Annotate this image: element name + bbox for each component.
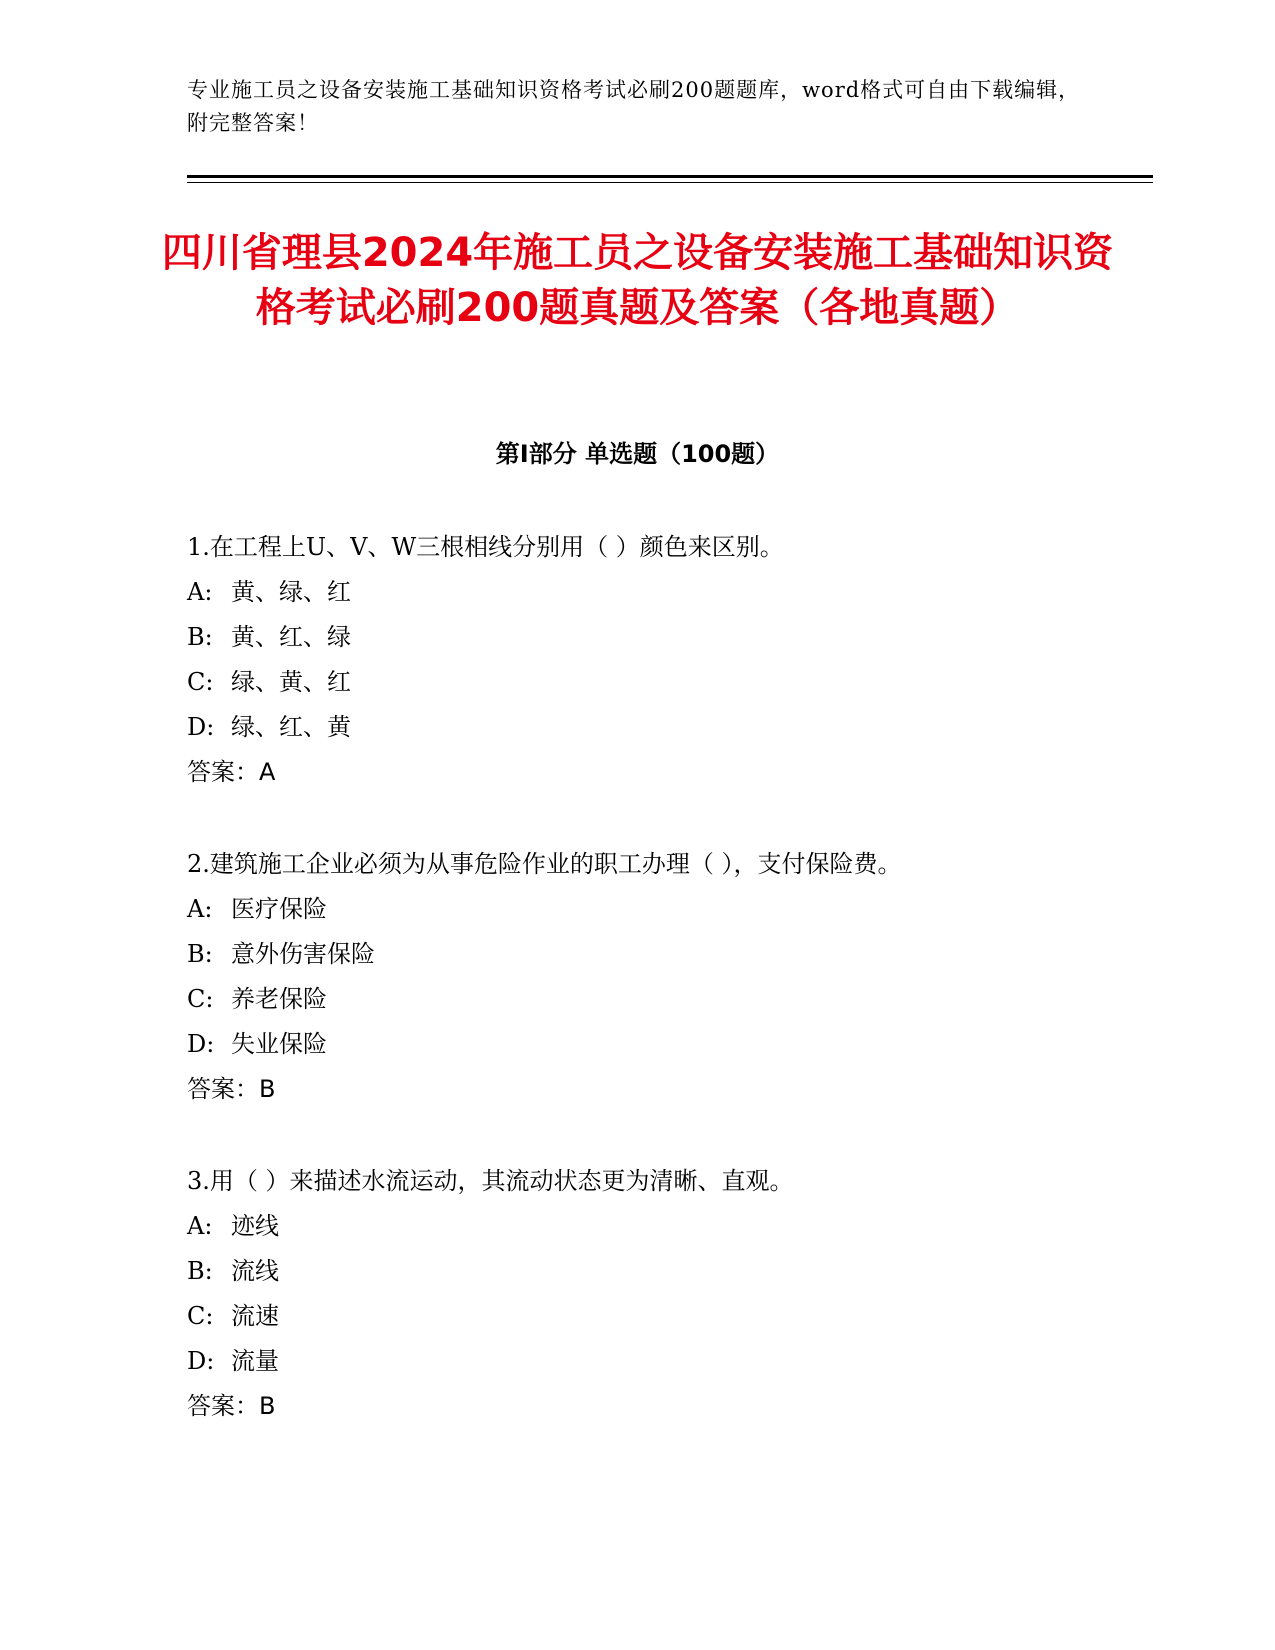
- option-letter: B:: [187, 940, 213, 968]
- option-letter: A:: [187, 578, 213, 606]
- option-c: [187, 977, 1153, 1022]
- option-text: 流量: [231, 1347, 279, 1375]
- header-note: 专业施工员之设备安装施工基础知识资格考试必刷200题题库，word格式可自由下载编辑，附完整答案！: [187, 78, 1081, 135]
- answer-line: 答案：B: [187, 1075, 276, 1103]
- option-d: [187, 1339, 1153, 1384]
- question-stem: 1.在工程上U、V、W三根相线分别用（ ）颜色来区别。: [187, 533, 784, 561]
- question-item: [187, 525, 1153, 795]
- header-rule-thick: [187, 175, 1153, 178]
- option-text: 流速: [231, 1302, 279, 1330]
- option-letter: B:: [187, 623, 213, 651]
- option-letter: A:: [187, 895, 213, 923]
- option-letter: D:: [187, 1347, 215, 1375]
- option-letter: A:: [187, 1212, 213, 1240]
- option-text: 失业保险: [231, 1030, 327, 1058]
- option-c: [187, 660, 1153, 705]
- option-letter: D:: [187, 1030, 215, 1058]
- option-b: [187, 615, 1153, 660]
- option-b: [187, 932, 1153, 977]
- option-text: 绿、黄、红: [231, 668, 351, 696]
- option-letter: C:: [187, 985, 214, 1013]
- option-b: [187, 1249, 1153, 1294]
- option-text: 黄、红、绿: [231, 623, 351, 651]
- option-a: [187, 570, 1153, 615]
- document-title: 四川省理县2024年施工员之设备安装施工基础知识资格考试必刷200题真题及答案（各地真题）: [161, 230, 1114, 331]
- answer-line: 答案：A: [187, 758, 276, 786]
- question-stem: 3.用（ ）来描述水流运动，其流动状态更为清晰、直观。: [187, 1167, 794, 1195]
- option-text: 流线: [231, 1257, 279, 1285]
- question-item: [187, 1159, 1153, 1429]
- section-title: 第I部分 单选题（100题）: [495, 440, 780, 468]
- option-text: 黄、绿、红: [231, 578, 351, 606]
- option-d: [187, 705, 1153, 750]
- option-c: [187, 1294, 1153, 1339]
- option-d: [187, 1022, 1153, 1067]
- question-list: [187, 525, 1153, 1476]
- option-letter: B:: [187, 1257, 213, 1285]
- option-text: 养老保险: [231, 985, 327, 1013]
- answer-line: 答案：B: [187, 1392, 276, 1420]
- option-a: [187, 1204, 1153, 1249]
- option-text: 绿、红、黄: [231, 713, 351, 741]
- option-letter: C:: [187, 1302, 214, 1330]
- option-letter: D:: [187, 713, 215, 741]
- option-letter: C:: [187, 668, 214, 696]
- question-item: [187, 842, 1153, 1112]
- header-rule-thin: [187, 182, 1153, 183]
- option-a: [187, 887, 1153, 932]
- question-stem: 2.建筑施工企业必须为从事危险作业的职工办理（ ），支付保险费。: [187, 850, 902, 878]
- option-text: 迹线: [231, 1212, 279, 1240]
- option-text: 医疗保险: [231, 895, 327, 923]
- option-text: 意外伤害保险: [231, 940, 375, 968]
